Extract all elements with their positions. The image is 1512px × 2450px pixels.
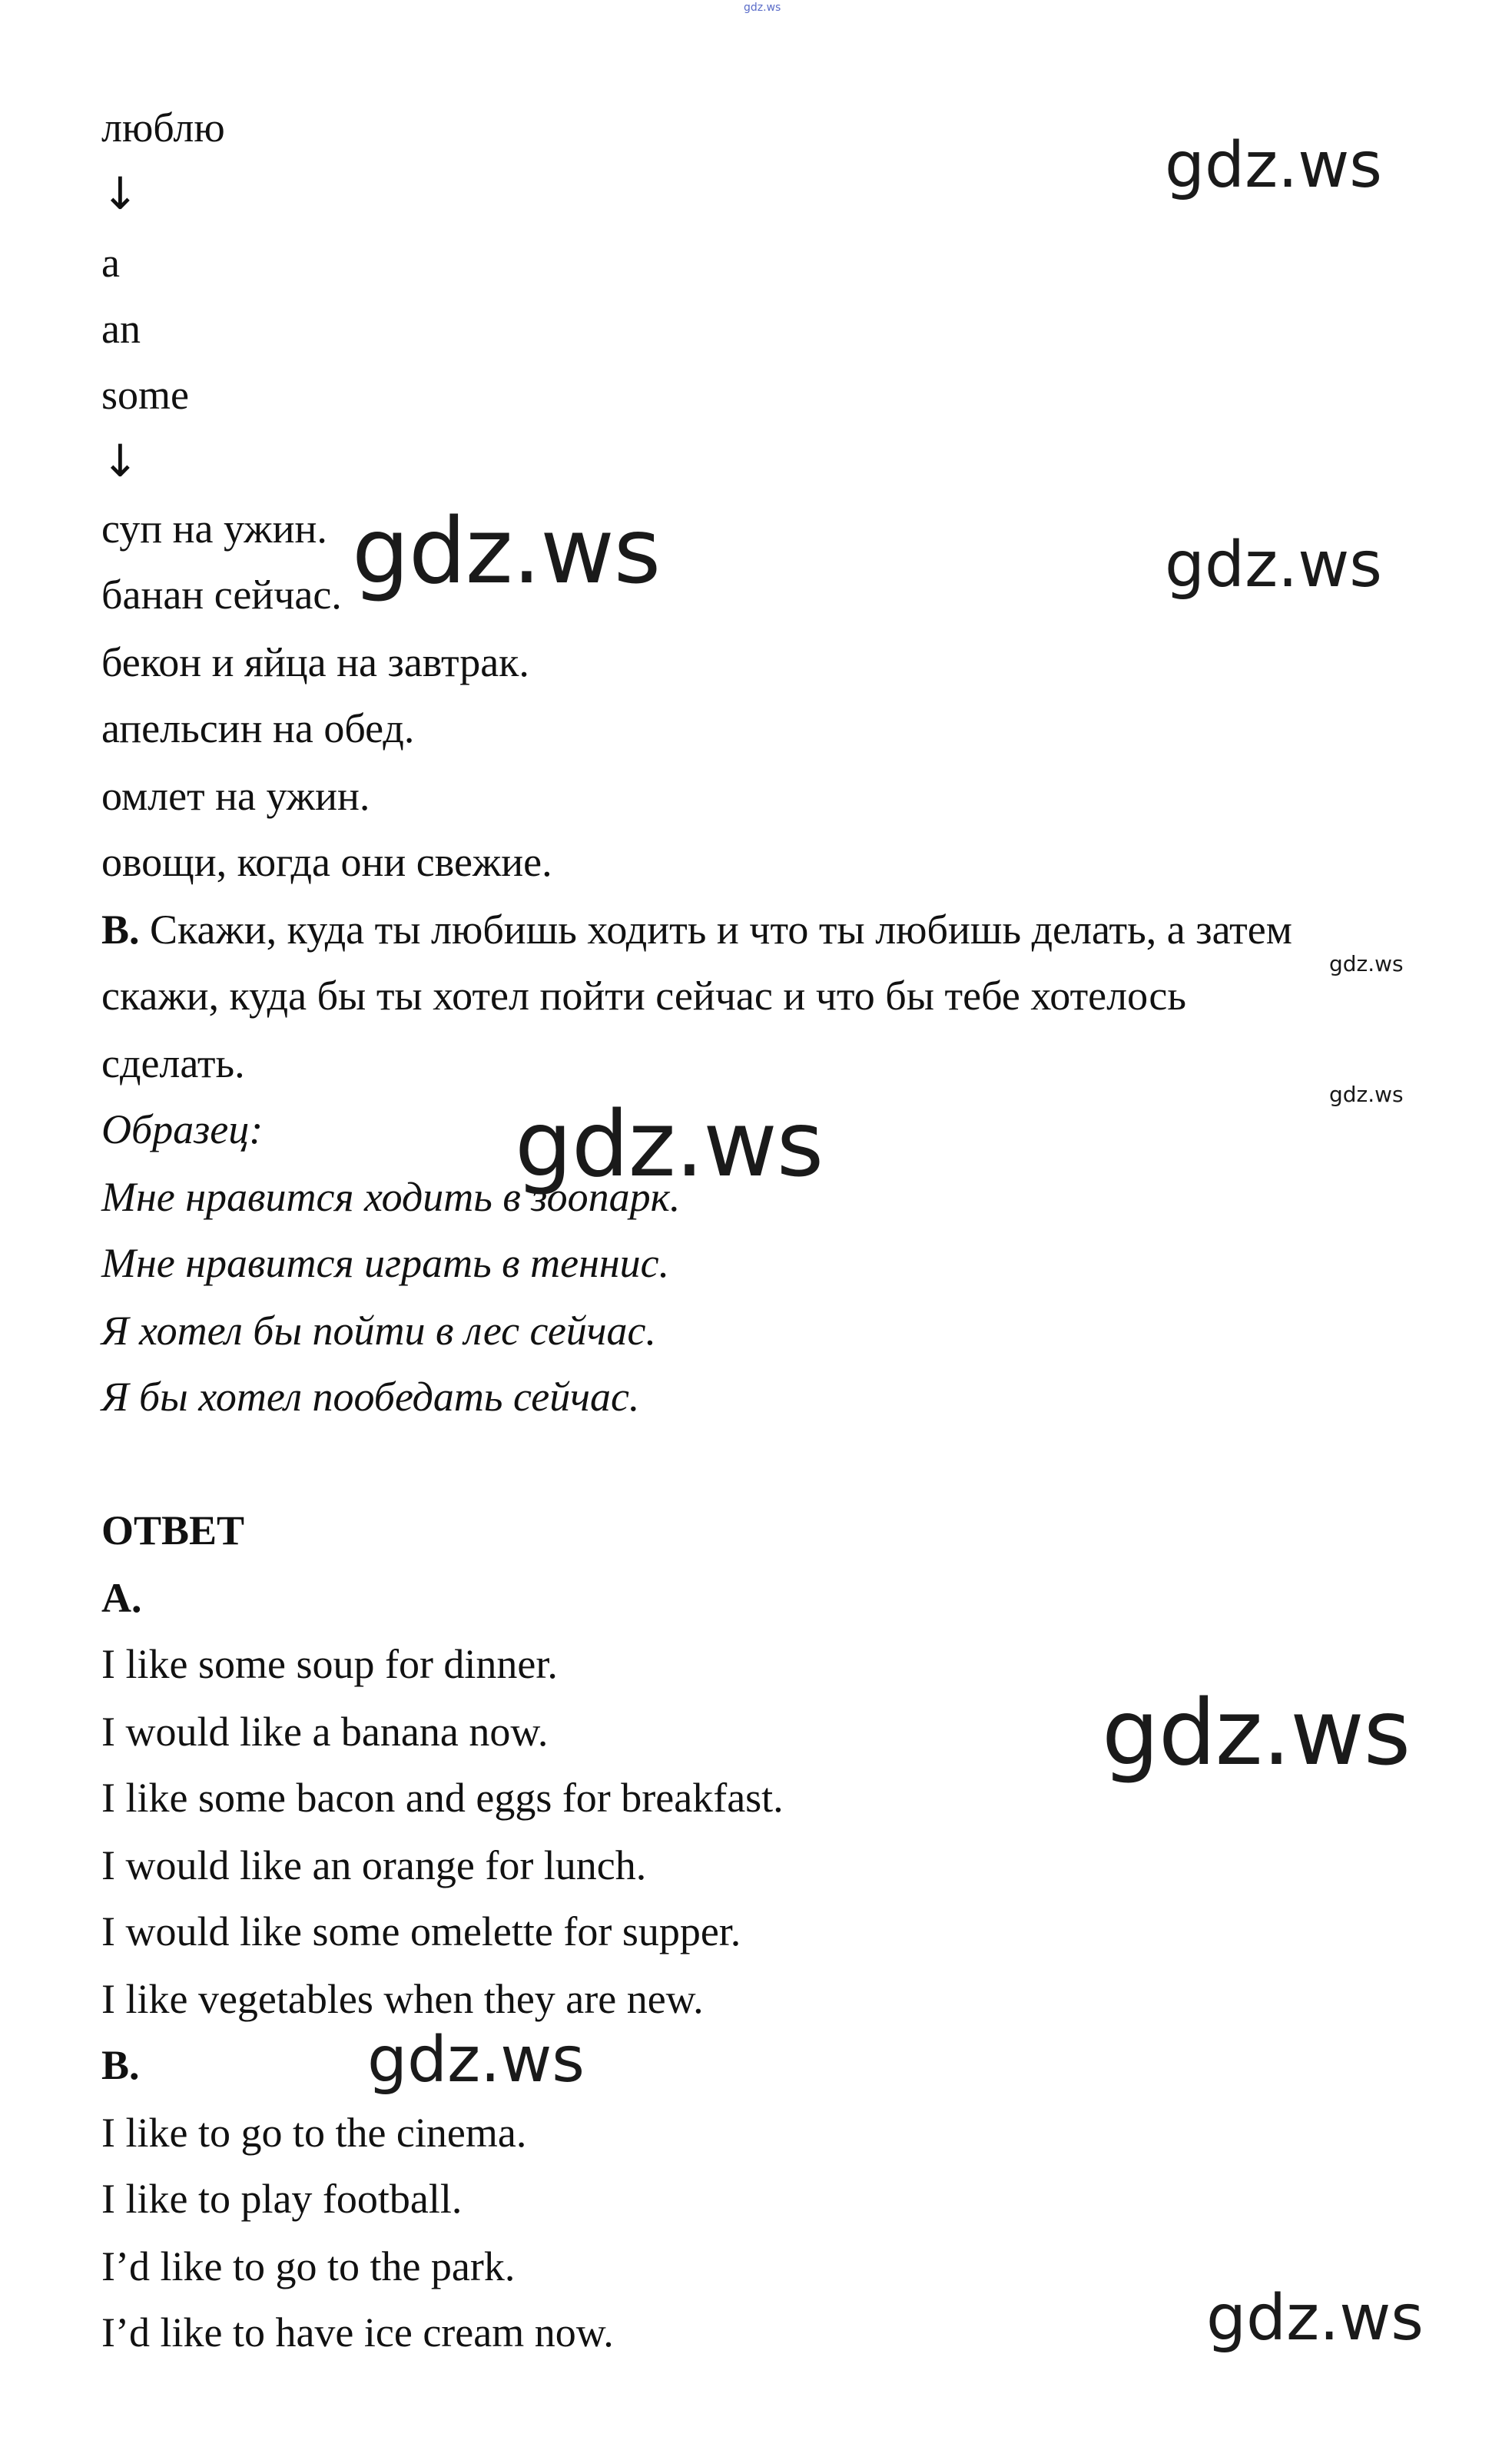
sample-line: Мне нравится играть в теннис.: [101, 1240, 670, 1286]
watermark: gdz.ws: [1329, 951, 1404, 976]
exercise-line: суп на ужин.: [101, 506, 327, 552]
answer-a-label: A.: [101, 1575, 142, 1621]
exercise-line: люблю: [101, 104, 225, 151]
answer-line: I’d like to have ice cream now.: [101, 2309, 614, 2356]
exercise-line: омлет на ужин.: [101, 773, 370, 819]
task-b-line-2: скажи, куда бы ты хотел пойти сейчас и что бы тебе хотелось: [101, 973, 1187, 1019]
exercise-line: апельсин на обед.: [101, 705, 415, 751]
arrow-down-icon: ↓: [101, 167, 139, 220]
exercise-line: a: [101, 240, 120, 286]
watermark: gdz.ws: [352, 498, 661, 604]
task-b-line-1: [101, 907, 1292, 953]
answer-line: I would like a banana now.: [101, 1709, 549, 1755]
answer-line: I’d like to go to the park.: [101, 2243, 516, 2289]
answer-line: I like vegetables when they are new.: [101, 1976, 704, 2022]
sample-label: Образец:: [101, 1106, 264, 1152]
watermark: gdz.ws: [367, 2024, 585, 2097]
answer-line: I like some soup for dinner.: [101, 1641, 558, 1687]
answer-line: I like to play football.: [101, 2176, 463, 2222]
answer-line: I like to go to the cinema.: [101, 2110, 527, 2156]
exercise-line: банан сейчас.: [101, 572, 342, 618]
exercise-line: some: [101, 372, 189, 418]
watermark-top-tiny: gdz.ws: [744, 2, 781, 14]
exercise-line: овощи, когда они свежие.: [101, 839, 552, 885]
task-b-line-3: сделать.: [101, 1040, 245, 1086]
answer-line: I would like an orange for lunch.: [101, 1842, 647, 1888]
task-b-label: B.: [101, 907, 140, 953]
arrow-down-icon: ↓: [101, 435, 139, 487]
sample-line: Я бы хотел пообедать сейчас.: [101, 1374, 640, 1420]
watermark: gdz.ws: [1102, 1679, 1411, 1785]
task-b-text: Скажи, куда ты любишь ходить и что ты любишь делать, а затем: [150, 907, 1292, 953]
sample-line: Мне нравится ходить в зоопарк.: [101, 1174, 681, 1220]
answer-heading: ОТВЕТ: [101, 1507, 245, 1553]
sample-line: Я хотел бы пойти в лес сейчас.: [101, 1308, 657, 1354]
answer-line: I like some bacon and eggs for breakfast.: [101, 1775, 784, 1821]
exercise-line: бекон и яйца на завтрак.: [101, 639, 529, 685]
watermark: gdz.ws: [1165, 529, 1382, 602]
watermark: gdz.ws: [1329, 1082, 1404, 1107]
watermark: gdz.ws: [1206, 2282, 1424, 2355]
watermark: gdz.ws: [1165, 129, 1382, 202]
watermark: gdz.ws: [515, 1091, 824, 1197]
answer-b-label: B.: [101, 2042, 140, 2088]
answer-line: I would like some omelette for supper.: [101, 1908, 741, 1954]
exercise-line: an: [101, 306, 141, 352]
